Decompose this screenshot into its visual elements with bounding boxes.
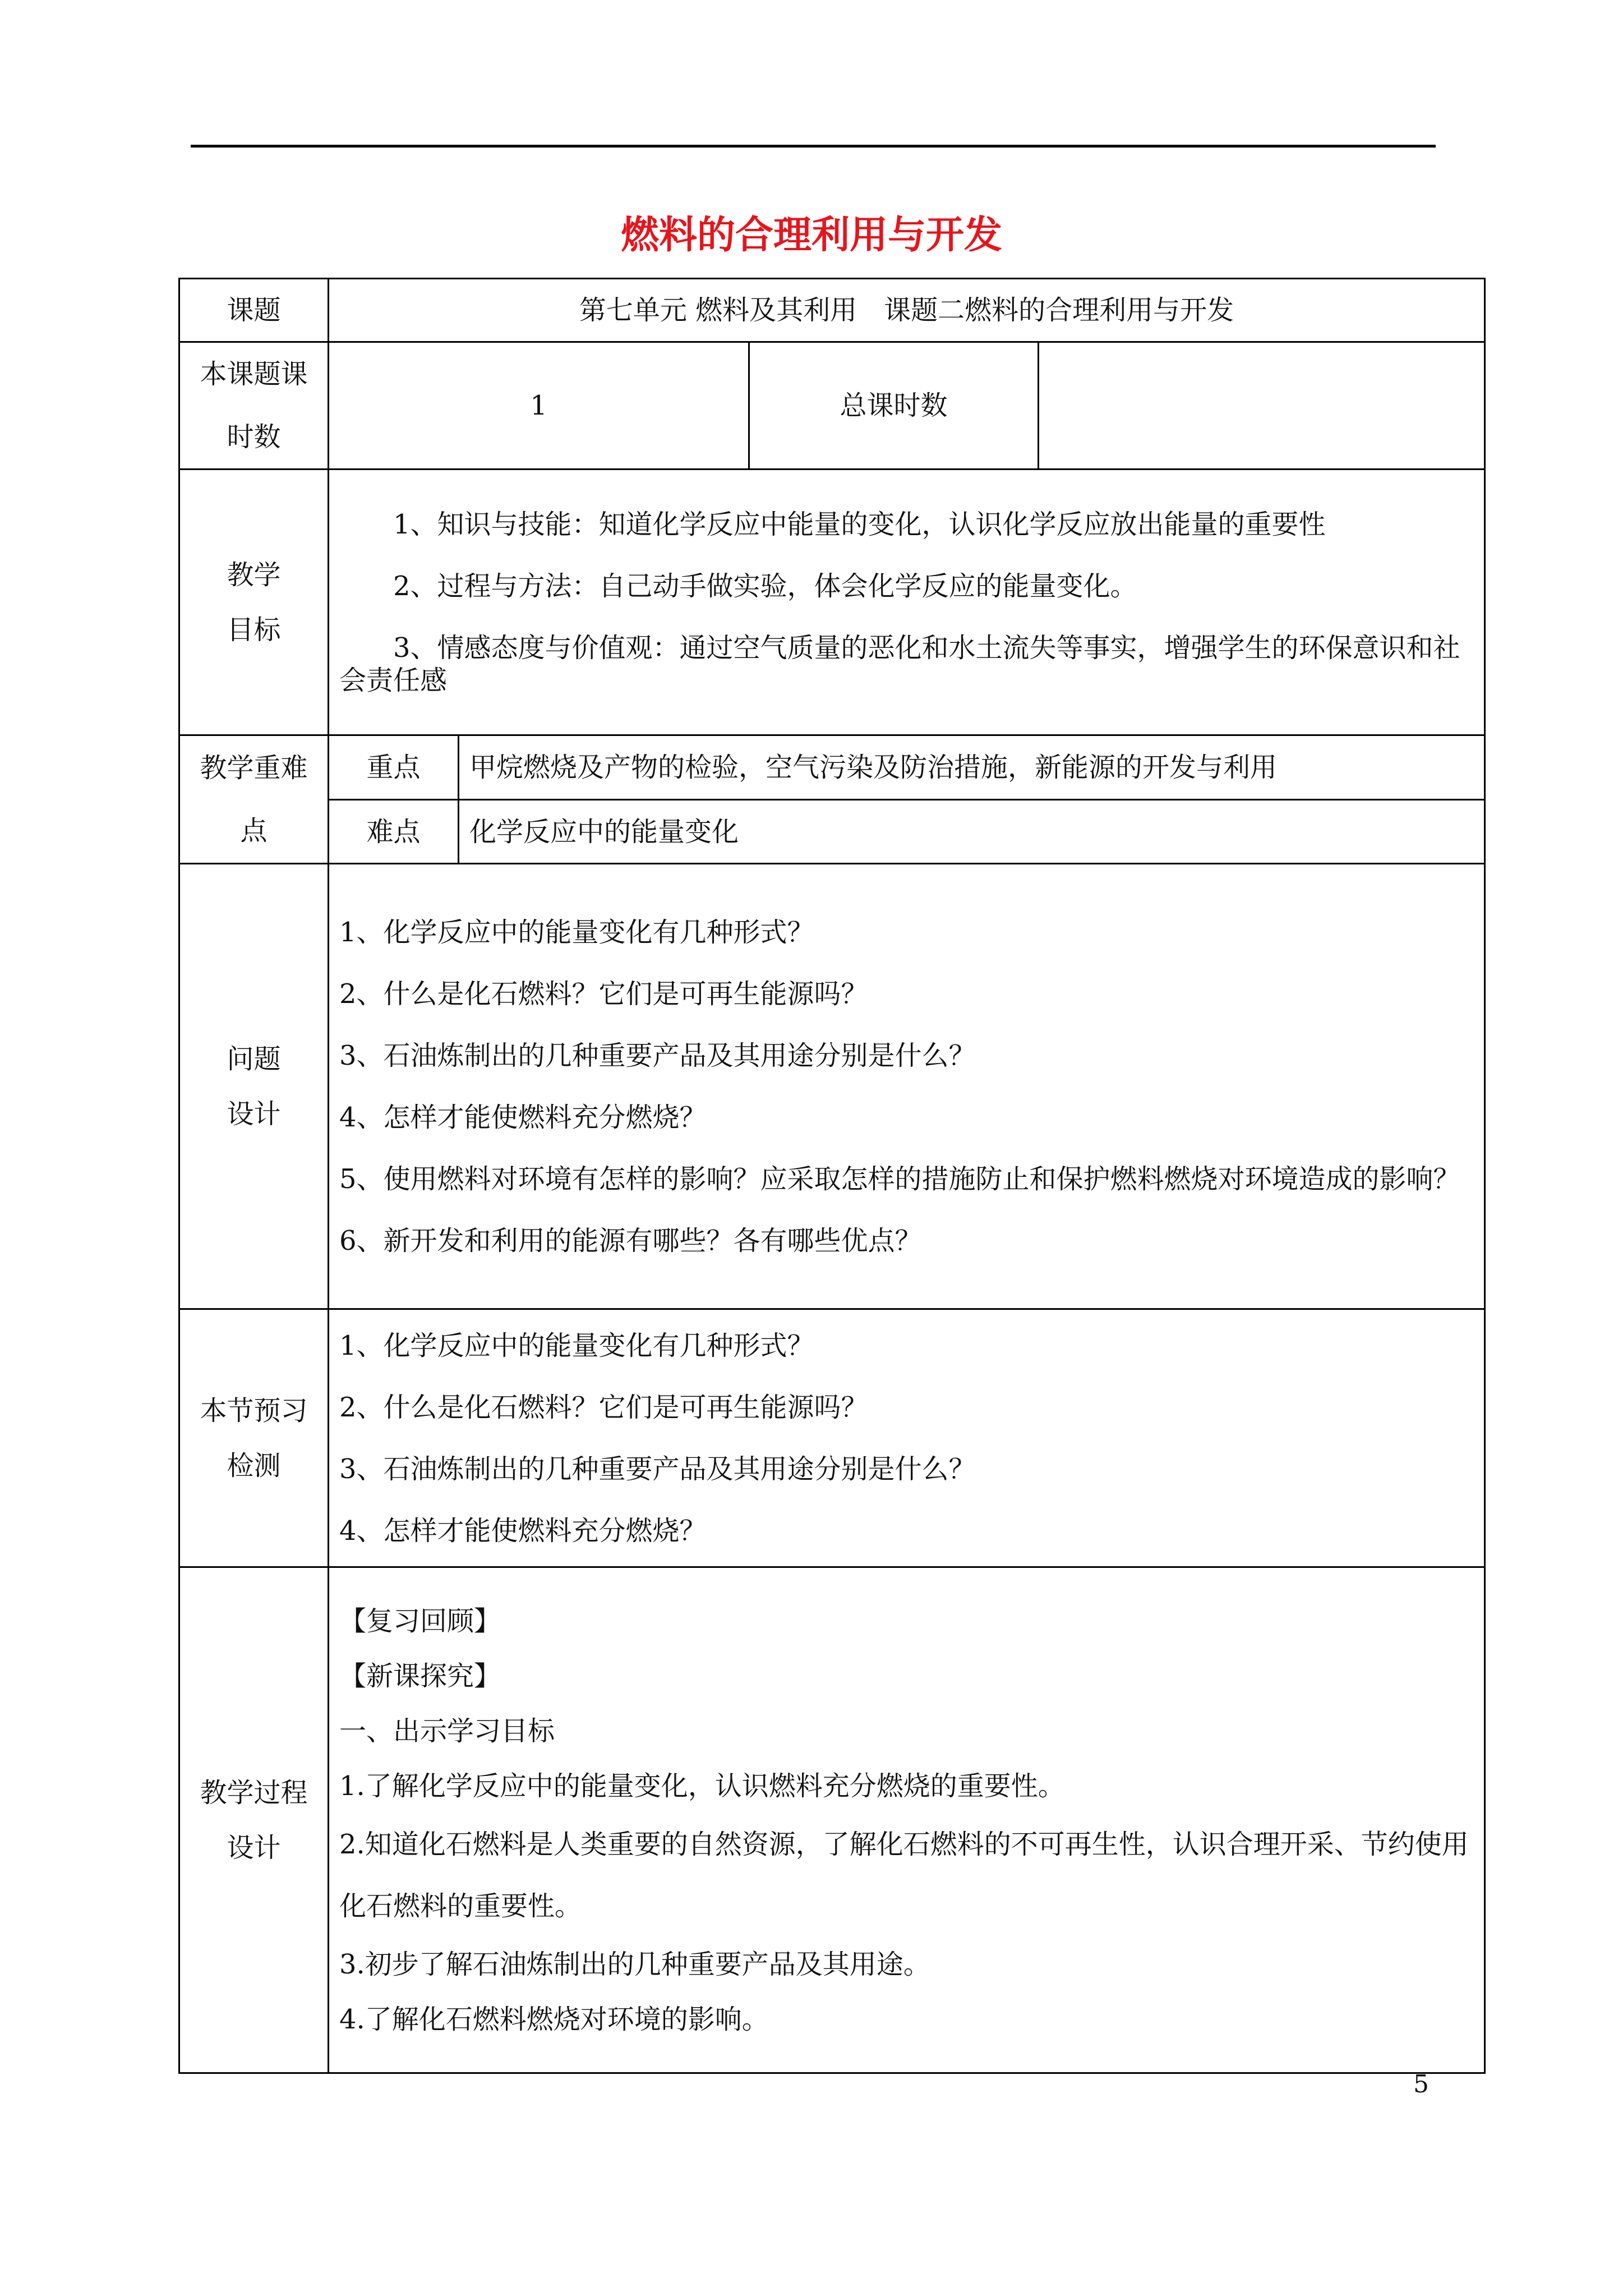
question-item: 1、化学反应中的能量变化有几种形式？ [339,916,814,948]
difficult-point-label: 难点 [329,800,459,864]
objectives-label-line-2: 目标 [227,614,281,646]
process-label-line-1: 教学过程 [200,1777,308,1809]
process-label-line-2: 设计 [227,1832,281,1864]
process-item: 一、出示学习目标 [339,1715,555,1747]
process-item: 【复习回顾】 [339,1605,501,1637]
total-hours-label: 总课时数 [749,342,1039,470]
questions-label-line-2: 设计 [227,1098,281,1130]
document-title: 燃料的合理利用与开发 [620,213,1002,257]
process-item: 3.初步了解石油炼制出的几种重要产品及其用途。 [339,1948,930,1980]
preview-item: 1、化学反应中的能量变化有几种形式？ [339,1329,814,1361]
objectives-row [179,470,1485,735]
key-point-row [179,735,1485,800]
topic-row [179,279,1485,342]
process-row [179,1567,1485,2073]
question-item: 5、使用燃料对环境有怎样的影响？应采取怎样的措施防止和保护燃料燃烧对环境造成的影响？ [339,1163,1460,1195]
topic-label: 课题 [179,279,329,342]
process-item: 【新课探究】 [339,1660,501,1692]
questions-row [179,864,1485,1309]
objective-item: 1、知识与技能：知道化学反应中能量的变化，认识化学反应放出能量的重要性 [393,508,1326,540]
questions-content [329,864,1485,1309]
process-item: 1.了解化学反应中的能量变化，认识燃料充分燃烧的重要性。 [339,1770,1065,1802]
objectives-label [179,470,329,735]
objective-item: 2、过程与方法：自己动手做实验，体会化学反应的能量变化。 [393,570,1137,602]
preview-label [179,1309,329,1567]
process-item: 4.了解化石燃料燃烧对环境的影响。 [339,2003,769,2035]
preview-row [179,1309,1485,1567]
hours-value: 1 [329,342,749,470]
key-points-label: 教学重难点 [179,735,329,864]
question-item: 6、新开发和利用的能源有哪些？各有哪些优点？ [339,1225,922,1257]
process-item: 2.知道化石燃料是人类重要的自然资源，了解化石燃料的不可再生性，认识合理开采、节约使用化石燃料的重要性。 [339,1828,1469,1922]
topic-value: 第七单元 燃料及其利用 课题二燃料的合理利用与开发 [329,279,1485,342]
key-point-label: 重点 [329,735,459,800]
question-item: 2、什么是化石燃料？它们是可再生能源吗？ [339,978,868,1010]
lesson-plan-table [178,278,1486,2074]
header-rule [191,145,1436,148]
difficult-point-value: 化学反应中的能量变化 [459,800,1485,864]
hours-row [179,342,1485,470]
process-label [179,1567,329,2073]
preview-content [329,1309,1485,1567]
objectives-label-line-1: 教学 [227,559,281,591]
objectives-content [329,470,1485,735]
key-point-value: 甲烷燃烧及产物的检验，空气污染及防治措施，新能源的开发与利用 [459,735,1485,800]
preview-item: 3、石油炼制出的几种重要产品及其用途分别是什么？ [339,1453,976,1485]
questions-label-line-1: 问题 [227,1043,281,1075]
page-number: 5 [1413,2070,1429,2099]
questions-label [179,864,329,1309]
preview-label-line-1: 本节预习 [200,1395,308,1427]
difficult-point-row [179,800,1485,864]
hours-label: 本课题课时数 [179,342,329,470]
preview-item: 4、怎样才能使燃料充分燃烧？ [339,1515,707,1547]
question-item: 4、怎样才能使燃料充分燃烧？ [339,1101,707,1133]
question-item: 3、石油炼制出的几种重要产品及其用途分别是什么？ [339,1039,976,1071]
total-hours-value [1039,342,1485,470]
process-content [329,1567,1485,2073]
objective-item: 3、情感态度与价值观：通过空气质量的恶化和水土流失等事实，增强学生的环保意识和社会责任感 [339,632,1460,696]
preview-item: 2、什么是化石燃料？它们是可再生能源吗？ [339,1391,868,1423]
preview-label-line-2: 检测 [227,1450,281,1481]
